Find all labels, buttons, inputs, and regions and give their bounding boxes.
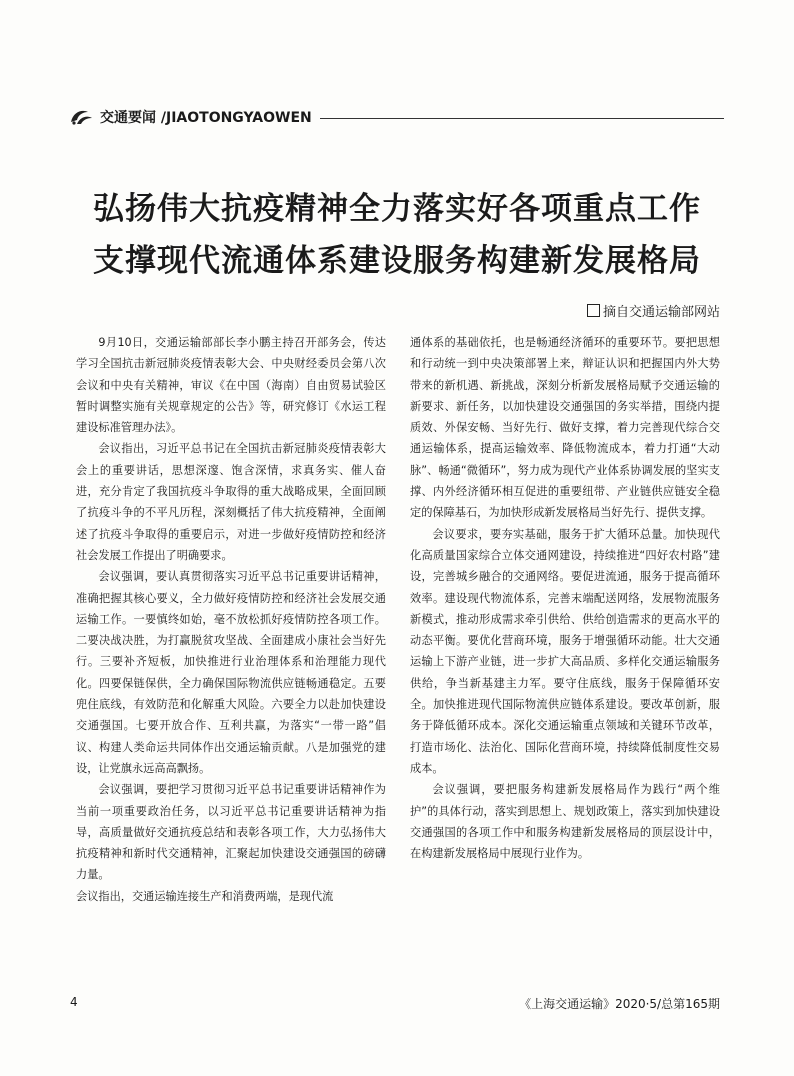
article-title: [0, 183, 794, 287]
paragraph: 会议指出，习近平总书记在全国抗击新冠肺炎疫情表彰大会上的重要讲话，思想深邃、饱含深情，求真务实、催人奋进，充分肯定了我国抗疫斗争取得的重大战略成果，全面回顾了抗疫斗争的不平凡历程，深刻概括了伟大抗疫精神，全面阐述了抗疫斗争取得的重要启示，对进一步做好疫情防控和经济社会发展工作提出了明确要求。: [76, 442, 386, 562]
section-header: [68, 104, 724, 130]
page-number: 4: [70, 995, 78, 1009]
section-label: 交通要闻 /JIAOTONGYAOWEN: [100, 110, 312, 126]
paragraph: 通体系的基础依托，也是畅通经济循环的重要环节。要把思想和行动统一到中央决策部署上来，辩证认识和把握国内外大势带来的新机遇、新挑战，深刻分析新发展格局赋予交通运输的新要求、新任务，以加快建设交通强国的务实举措，围绕内提质效、外保安畅、当好先行、做好支撑，着力完善现代综合交通运输体系，提高运输效率、降低物流成本，着力打通“大动脉”、畅通“微循环”，努力成为现代产业体系协调发展的坚实支撑、内外经济循环相互促进的重要纽带、产业链供应链安全稳定的保障基石，为加快形成新发展格局当好先行、提供支撑。: [410, 336, 720, 520]
square-outline-icon: [587, 304, 600, 317]
source-text: 摘自交通运输部网站: [602, 305, 720, 320]
paragraph: 会议强调，要认真贯彻落实习近平总书记重要讲话精神，准确把握其核心要义，全力做好疫情防控和经济社会发展交通运输工作。一要慎终如始，毫不放松抓好疫情防控各项工作。二要决战决胜，为打赢脱贫攻坚战、全面建成小康社会当好先行。三要补齐短板，加快推进行业治理体系和治理能力现代化。四要保链保供，全力确保国际物流供应链畅通稳定。五要兜住底线，有效防范和化解重大风险。六要全力以赴加快建设交通强国。七要开放合作、互利共赢，为落实“一带一路”倡议、构建人类命运共同体作出交通运输贡献。八是加强党的建设，让党旗永远高高飘扬。: [76, 570, 386, 775]
journal-info: 《上海交通运输》2020·5/总第165期: [519, 997, 720, 1011]
article-source: [587, 301, 720, 320]
title-line-2: 支撑现代流通体系建设服务构建新发展格局: [93, 243, 701, 279]
paragraph: 会议强调，要把服务构建新发展格局作为践行“两个维护”的具体行动，落实到思想上、规划政策上，落实到加快建设交通强国的各项工作中和服务构建新发展格局的顶层设计中，在构建新发展格局中展现行业作为。: [410, 783, 720, 861]
paragraph: 会议强调，要把学习贯彻习近平总书记重要讲话精神作为当前一项重要政治任务，以习近平总书记重要讲话精神为指导，高质量做好交通抗疫总结和表彰各项工作，大力弘扬伟大抗疫精神和新时代交通精神，汇聚起加快建设交通强国的磅礴力量。: [76, 783, 386, 882]
left-column: [76, 332, 386, 972]
journal-logo-icon: [68, 107, 94, 127]
paragraph: 9月10日，交通运输部部长李小鹏主持召开部务会，传达学习全国抗击新冠肺炎疫情表彰大会、中央财经委员会第八次会议和中央有关精神，审议《在中国（海南）自由贸易试验区暂时调整实施有关规章规定的公告》等，研究修订《水运工程建设标准管理办法》。: [76, 336, 386, 435]
title-line-1: 弘扬伟大抗疫精神全力落实好各项重点工作: [93, 191, 701, 227]
paragraph: 会议要求，要夯实基础，服务于扩大循环总量。加快现代化高质量国家综合立体交通网建设，持续推进“四好农村路”建设，完善城乡融合的交通网络。要促进流通，服务于提高循环效率。建设现代物流体系，完善末端配送网络，发展物流服务新模式，推动形成需求牵引供给、供给创造需求的更高水平的动态平衡。要优化营商环境，服务于增强循环动能。壮大交通运输上下游产业链，进一步扩大高品质、多样化交通运输服务供给，争当新基建主力军。要守住底线，服务于保障循环安全。加快推进现代国际物流供应链体系建设。要改革创新，服务于降低循环成本。深化交通运输重点领域和关键环节改革，打造市场化、法治化、国际化营商环境，持续降低制度性交易成本。: [410, 527, 720, 775]
header-rule: [320, 118, 724, 119]
article-body: [76, 332, 720, 972]
paragraph: 会议指出，交通运输连接生产和消费两端，是现代流: [76, 889, 334, 903]
right-column: [410, 332, 720, 972]
